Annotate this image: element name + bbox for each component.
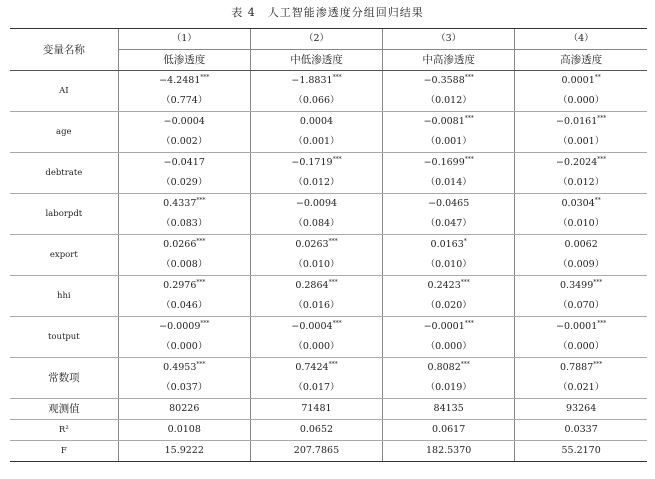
coef-cell xyxy=(118,153,250,174)
coef-cell xyxy=(250,153,382,174)
coef-cell xyxy=(515,276,647,297)
col-name: 中高渗透度 xyxy=(383,50,515,71)
std-error-cell: （0.047） xyxy=(383,214,515,235)
coef-cell xyxy=(515,235,647,256)
coef-value: −1.8831 xyxy=(291,75,333,86)
coef-value: −0.1719 xyxy=(291,157,333,168)
significance-stars: *** xyxy=(196,279,206,286)
coef-value: −0.0004 xyxy=(163,116,205,127)
coef-cell xyxy=(250,358,382,379)
stat-value: 80226 xyxy=(118,399,250,420)
coef-cell xyxy=(250,71,382,92)
significance-stars: *** xyxy=(328,361,338,368)
coef-cell xyxy=(250,276,382,297)
coef-cell xyxy=(383,358,515,379)
coef-value: −0.3588 xyxy=(423,75,465,86)
variable-name: AI xyxy=(10,71,118,112)
coef-row xyxy=(10,194,647,215)
variable-name: 常数项 xyxy=(10,358,118,399)
std-error-cell: （0.000） xyxy=(515,337,647,358)
std-error-cell: （0.021） xyxy=(515,378,647,399)
stat-value: 84135 xyxy=(383,399,515,420)
std-error-cell: （0.001） xyxy=(383,132,515,153)
coef-cell xyxy=(118,112,250,133)
stat-value: 0.0617 xyxy=(383,420,515,441)
coef-value: −4.2481 xyxy=(159,75,201,86)
std-error-cell: （0.020） xyxy=(383,296,515,317)
stat-name: 观测值 xyxy=(10,399,118,420)
significance-stars: *** xyxy=(332,74,342,81)
significance-stars: *** xyxy=(597,115,607,122)
variable-name: hhi xyxy=(10,276,118,317)
coef-value: 0.0163 xyxy=(430,239,464,250)
coef-value: −0.0004 xyxy=(291,321,333,332)
coef-cell xyxy=(118,276,250,297)
coef-cell xyxy=(250,194,382,215)
coef-value: −0.0001 xyxy=(556,321,598,332)
coef-value: −0.0465 xyxy=(428,198,470,209)
stat-value: 0.0108 xyxy=(118,420,250,441)
significance-stars: *** xyxy=(597,320,607,327)
coef-row xyxy=(10,235,647,256)
coef-value: −0.0417 xyxy=(163,157,205,168)
coef-cell xyxy=(383,71,515,92)
std-error-cell: （0.774） xyxy=(118,91,250,112)
col-number: （2） xyxy=(250,29,382,50)
stat-value: 55.2170 xyxy=(515,441,647,462)
variable-name: toutput xyxy=(10,317,118,358)
col-name: 高渗透度 xyxy=(515,50,647,71)
coef-cell xyxy=(383,112,515,133)
stat-row xyxy=(10,399,647,420)
variable-name: debtrate xyxy=(10,153,118,194)
stat-row xyxy=(10,441,647,462)
coef-cell xyxy=(515,358,647,379)
coef-row xyxy=(10,317,647,338)
significance-stars: *** xyxy=(597,156,607,163)
std-error-cell: （0.008） xyxy=(118,255,250,276)
significance-stars: *** xyxy=(328,238,338,245)
significance-stars: *** xyxy=(328,279,338,286)
col-name: 低渗透度 xyxy=(118,50,250,71)
coef-cell xyxy=(515,194,647,215)
coef-value: 0.0304 xyxy=(561,198,595,209)
significance-stars: *** xyxy=(196,238,206,245)
coef-cell xyxy=(250,112,382,133)
coef-value: −0.2024 xyxy=(556,157,598,168)
std-error-cell: （0.010） xyxy=(515,214,647,235)
coef-row xyxy=(10,153,647,174)
col-number: （4） xyxy=(515,29,647,50)
variable-name: export xyxy=(10,235,118,276)
significance-stars: *** xyxy=(200,320,210,327)
std-error-cell: （0.012） xyxy=(515,173,647,194)
significance-stars: *** xyxy=(460,361,470,368)
coef-value: 0.7424 xyxy=(295,362,329,373)
coef-cell xyxy=(515,153,647,174)
regression-table xyxy=(10,28,647,462)
col-name: 中低渗透度 xyxy=(250,50,382,71)
significance-stars: *** xyxy=(332,320,342,327)
coef-cell xyxy=(250,317,382,338)
table-caption: 表 4 人工智能渗透度分组回归结果 xyxy=(231,6,424,19)
coef-cell xyxy=(118,194,250,215)
stat-value: 93264 xyxy=(515,399,647,420)
significance-stars: *** xyxy=(464,115,474,122)
coef-value: 0.8082 xyxy=(427,362,461,373)
stat-value: 0.0652 xyxy=(250,420,382,441)
coef-value: 0.7887 xyxy=(560,362,594,373)
stat-name: R² xyxy=(10,420,118,441)
coef-cell xyxy=(383,317,515,338)
coef-value: −0.0001 xyxy=(423,321,465,332)
std-error-cell: （0.000） xyxy=(118,337,250,358)
std-error-cell: （0.046） xyxy=(118,296,250,317)
coef-value: −0.0081 xyxy=(423,116,465,127)
std-error-cell: （0.000） xyxy=(250,337,382,358)
coef-row xyxy=(10,112,647,133)
coef-row xyxy=(10,71,647,92)
stat-value: 182.5370 xyxy=(383,441,515,462)
coef-cell xyxy=(118,235,250,256)
coef-value: 0.2423 xyxy=(427,280,461,291)
coef-value: 0.3499 xyxy=(560,280,594,291)
significance-stars: *** xyxy=(200,74,210,81)
coef-value: −0.1699 xyxy=(423,157,465,168)
significance-stars: *** xyxy=(196,361,206,368)
coef-value: 0.4953 xyxy=(163,362,197,373)
coef-value: 0.0266 xyxy=(163,239,197,250)
coef-cell xyxy=(118,358,250,379)
std-error-cell: （0.070） xyxy=(515,296,647,317)
stat-row xyxy=(10,420,647,441)
stat-name: F xyxy=(10,441,118,462)
variable-name-header: 变量名称 xyxy=(10,29,118,71)
std-error-cell: （0.014） xyxy=(383,173,515,194)
std-error-cell: （0.017） xyxy=(250,378,382,399)
coef-cell xyxy=(383,194,515,215)
std-error-cell: （0.084） xyxy=(250,214,382,235)
std-error-cell: （0.019） xyxy=(383,378,515,399)
significance-stars: *** xyxy=(460,279,470,286)
std-error-cell: （0.009） xyxy=(515,255,647,276)
significance-stars: *** xyxy=(593,361,603,368)
std-error-cell: （0.001） xyxy=(250,132,382,153)
variable-name: age xyxy=(10,112,118,153)
significance-stars: *** xyxy=(196,197,206,204)
coef-cell xyxy=(383,235,515,256)
std-error-cell: （0.016） xyxy=(250,296,382,317)
variable-name: laborpdt xyxy=(10,194,118,235)
coef-cell xyxy=(515,317,647,338)
coef-cell xyxy=(118,317,250,338)
coef-value: 0.0263 xyxy=(295,239,329,250)
significance-stars: *** xyxy=(464,156,474,163)
coef-value: −0.0161 xyxy=(556,116,598,127)
significance-stars: *** xyxy=(464,74,474,81)
coef-value: 0.0001 xyxy=(561,75,595,86)
stat-value: 71481 xyxy=(250,399,382,420)
std-error-cell: （0.010） xyxy=(383,255,515,276)
stat-value: 207.7865 xyxy=(250,441,382,462)
std-error-cell: （0.002） xyxy=(118,132,250,153)
significance-stars: ** xyxy=(594,74,601,81)
coef-value: 0.2864 xyxy=(295,280,329,291)
stat-value: 0.0337 xyxy=(515,420,647,441)
std-error-cell: （0.001） xyxy=(515,132,647,153)
significance-stars: * xyxy=(463,238,467,245)
significance-stars: *** xyxy=(464,320,474,327)
std-error-cell: （0.083） xyxy=(118,214,250,235)
std-error-cell: （0.066） xyxy=(250,91,382,112)
header-row-numbers xyxy=(10,29,647,50)
coef-value: 0.4337 xyxy=(163,198,197,209)
std-error-cell: （0.012） xyxy=(250,173,382,194)
coef-value: −0.0094 xyxy=(295,198,338,209)
significance-stars: *** xyxy=(593,279,603,286)
coef-cell xyxy=(383,276,515,297)
coef-row xyxy=(10,358,647,379)
significance-stars: *** xyxy=(332,156,342,163)
coef-value: 0.0004 xyxy=(299,116,334,127)
std-error-cell: （0.029） xyxy=(118,173,250,194)
coef-cell xyxy=(250,235,382,256)
coef-value: 0.0062 xyxy=(564,239,598,250)
coef-cell xyxy=(515,112,647,133)
coef-value: −0.0009 xyxy=(159,321,201,332)
significance-stars: ** xyxy=(594,197,601,204)
stat-value: 15.9222 xyxy=(118,441,250,462)
std-error-cell: （0.000） xyxy=(515,91,647,112)
std-error-cell: （0.037） xyxy=(118,378,250,399)
std-error-cell: （0.000） xyxy=(383,337,515,358)
coef-value: 0.2976 xyxy=(163,280,197,291)
col-number: （3） xyxy=(383,29,515,50)
std-error-cell: （0.010） xyxy=(250,255,382,276)
std-error-cell: （0.012） xyxy=(383,91,515,112)
coef-cell xyxy=(383,153,515,174)
coef-row xyxy=(10,276,647,297)
coef-cell xyxy=(118,71,250,92)
coef-cell xyxy=(515,71,647,92)
col-number: （1） xyxy=(118,29,250,50)
